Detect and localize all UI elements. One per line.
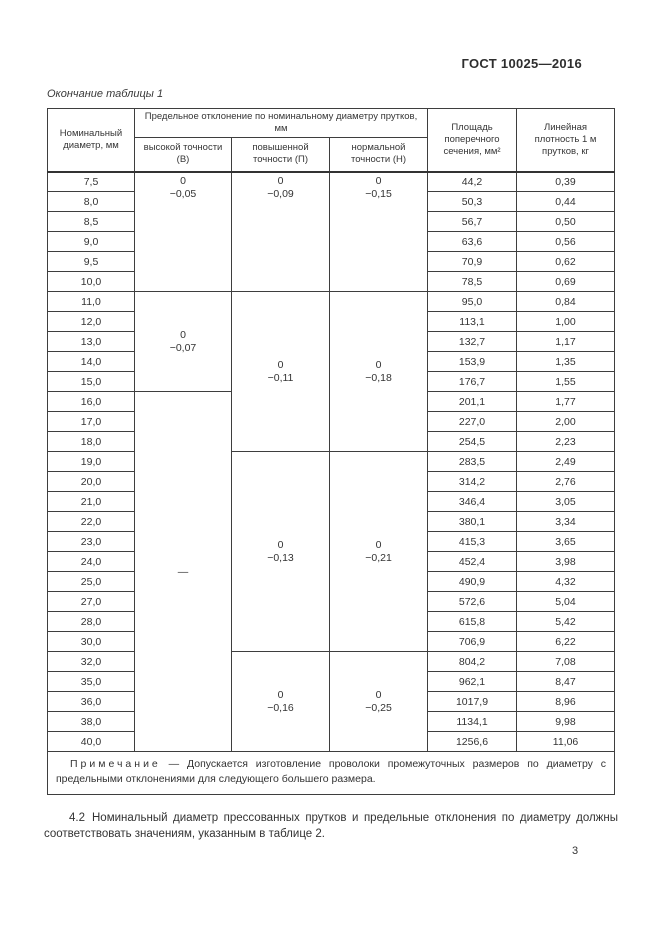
diameter-cell: 8,0: [48, 192, 135, 212]
area-cell: 1256,6: [428, 732, 517, 752]
clause-number: 4.2: [69, 812, 85, 824]
density-cell: 3,98: [517, 552, 615, 572]
density-cell: 2,23: [517, 432, 615, 452]
density-cell: 9,98: [517, 712, 615, 732]
area-cell: 254,5: [428, 432, 517, 452]
area-cell: 63,6: [428, 232, 517, 252]
diameter-cell: 21,0: [48, 492, 135, 512]
density-cell: 3,34: [517, 512, 615, 532]
note-dash: —: [168, 758, 180, 770]
diameter-cell: 28,0: [48, 612, 135, 632]
density-cell: 7,08: [517, 652, 615, 672]
diameter-cell: 19,0: [48, 452, 135, 472]
density-cell: 1,55: [517, 372, 615, 392]
tolerance-normal-cell: 0 −0,18: [330, 292, 428, 452]
tolerance-high-cell: —: [135, 392, 232, 752]
area-cell: 227,0: [428, 412, 517, 432]
diameter-cell: 38,0: [48, 712, 135, 732]
area-cell: 962,1: [428, 672, 517, 692]
area-cell: 113,1: [428, 312, 517, 332]
diameter-cell: 8,5: [48, 212, 135, 232]
area-cell: 78,5: [428, 272, 517, 292]
density-cell: 1,00: [517, 312, 615, 332]
tolerance-high-cell: 0 −0,07: [135, 292, 232, 392]
area-cell: 132,7: [428, 332, 517, 352]
density-cell: 0,56: [517, 232, 615, 252]
header-nominal-diameter: Номинальный диаметр, мм: [48, 109, 135, 172]
diameter-cell: 18,0: [48, 432, 135, 452]
page-number: 3: [572, 845, 579, 857]
diameter-cell: 40,0: [48, 732, 135, 752]
diameter-cell: 32,0: [48, 652, 135, 672]
area-cell: 615,8: [428, 612, 517, 632]
density-cell: 0,62: [517, 252, 615, 272]
diameter-cell: 35,0: [48, 672, 135, 692]
area-cell: 201,1: [428, 392, 517, 412]
area-cell: 804,2: [428, 652, 517, 672]
clause-text: Номинальный диаметр прессованных прутков и предельные отклонения по диаметру должны соответствовать значениям, указанным в таблице 2.: [44, 812, 618, 840]
table-header: [48, 109, 615, 172]
diameter-cell: 25,0: [48, 572, 135, 592]
rods-diameter-table: [47, 108, 615, 795]
diameter-cell: 22,0: [48, 512, 135, 532]
doc-number: ГОСТ 10025—2016: [461, 56, 582, 71]
table-body: [48, 172, 615, 752]
tolerance-increased-cell: 0 −0,11: [232, 292, 330, 452]
header-cross-section-area: Площадь поперечного сечения, мм²: [428, 109, 517, 172]
table-row: [48, 292, 615, 312]
diameter-cell: 23,0: [48, 532, 135, 552]
area-cell: 1134,1: [428, 712, 517, 732]
table-footer: [48, 752, 615, 795]
density-cell: 2,76: [517, 472, 615, 492]
diameter-cell: 20,0: [48, 472, 135, 492]
tolerance-high-cell: 0 −0,05: [135, 172, 232, 292]
density-cell: 3,05: [517, 492, 615, 512]
density-cell: 11,06: [517, 732, 615, 752]
note-row: [48, 752, 615, 795]
diameter-cell: 14,0: [48, 352, 135, 372]
table-row: [48, 452, 615, 472]
area-cell: 346,4: [428, 492, 517, 512]
area-cell: 176,7: [428, 372, 517, 392]
tolerance-increased-cell: 0 −0,09: [232, 172, 330, 292]
tolerance-normal-cell: 0 −0,21: [330, 452, 428, 652]
area-cell: 452,4: [428, 552, 517, 572]
header-tolerance-increased: повышенной точности (П): [232, 138, 330, 172]
tolerance-increased-cell: 0 −0,13: [232, 452, 330, 652]
density-cell: 0,84: [517, 292, 615, 312]
density-cell: 0,39: [517, 172, 615, 192]
table-note: [48, 752, 615, 795]
diameter-cell: 16,0: [48, 392, 135, 412]
header-tolerance-group: Предельное отклонение по номинальному диаметру прутков, мм: [135, 109, 428, 138]
density-cell: 4,32: [517, 572, 615, 592]
density-cell: 5,42: [517, 612, 615, 632]
header-tolerance-normal: нормальной точности (Н): [330, 138, 428, 172]
density-cell: 8,47: [517, 672, 615, 692]
clause-4-2-paragraph: [44, 810, 618, 842]
area-cell: 70,9: [428, 252, 517, 272]
density-cell: 1,17: [517, 332, 615, 352]
area-cell: 50,3: [428, 192, 517, 212]
diameter-cell: 30,0: [48, 632, 135, 652]
density-cell: 8,96: [517, 692, 615, 712]
area-cell: 380,1: [428, 512, 517, 532]
diameter-cell: 36,0: [48, 692, 135, 712]
density-cell: 6,22: [517, 632, 615, 652]
tolerance-normal-cell: 0 −0,15: [330, 172, 428, 292]
area-cell: 95,0: [428, 292, 517, 312]
area-cell: 490,9: [428, 572, 517, 592]
area-cell: 283,5: [428, 452, 517, 472]
table-continuation-caption: Окончание таблицы 1: [47, 88, 164, 100]
diameter-cell: 11,0: [48, 292, 135, 312]
header-row-1: [48, 109, 615, 138]
diameter-cell: 9,0: [48, 232, 135, 252]
table-row: [48, 652, 615, 672]
diameter-cell: 27,0: [48, 592, 135, 612]
area-cell: 314,2: [428, 472, 517, 492]
area-cell: 706,9: [428, 632, 517, 652]
area-cell: 572,6: [428, 592, 517, 612]
density-cell: 2,00: [517, 412, 615, 432]
tolerance-normal-cell: 0 −0,25: [330, 652, 428, 752]
diameter-cell: 17,0: [48, 412, 135, 432]
density-cell: 0,50: [517, 212, 615, 232]
density-cell: 3,65: [517, 532, 615, 552]
diameter-cell: 15,0: [48, 372, 135, 392]
diameter-cell: 7,5: [48, 172, 135, 192]
header-tolerance-high: высокой точности (В): [135, 138, 232, 172]
note-text: Допускается изготовление проволоки промежуточных размеров по диаметру с предельными отклонениями для следующего большего размера.: [56, 758, 607, 785]
area-cell: 415,3: [428, 532, 517, 552]
area-cell: 56,7: [428, 212, 517, 232]
tolerance-increased-cell: 0 −0,16: [232, 652, 330, 752]
diameter-cell: 13,0: [48, 332, 135, 352]
diameter-cell: 9,5: [48, 252, 135, 272]
note-label: Примечание: [70, 758, 161, 770]
density-cell: 1,77: [517, 392, 615, 412]
density-cell: 1,35: [517, 352, 615, 372]
diameter-cell: 24,0: [48, 552, 135, 572]
density-cell: 2,49: [517, 452, 615, 472]
area-cell: 153,9: [428, 352, 517, 372]
density-cell: 0,69: [517, 272, 615, 292]
density-cell: 5,04: [517, 592, 615, 612]
header-linear-density: Линейная плотность 1 м прутков, кг: [517, 109, 615, 172]
area-cell: 44,2: [428, 172, 517, 192]
area-cell: 1017,9: [428, 692, 517, 712]
diameter-cell: 10,0: [48, 272, 135, 292]
diameter-cell: 12,0: [48, 312, 135, 332]
table-row: [48, 172, 615, 192]
density-cell: 0,44: [517, 192, 615, 212]
